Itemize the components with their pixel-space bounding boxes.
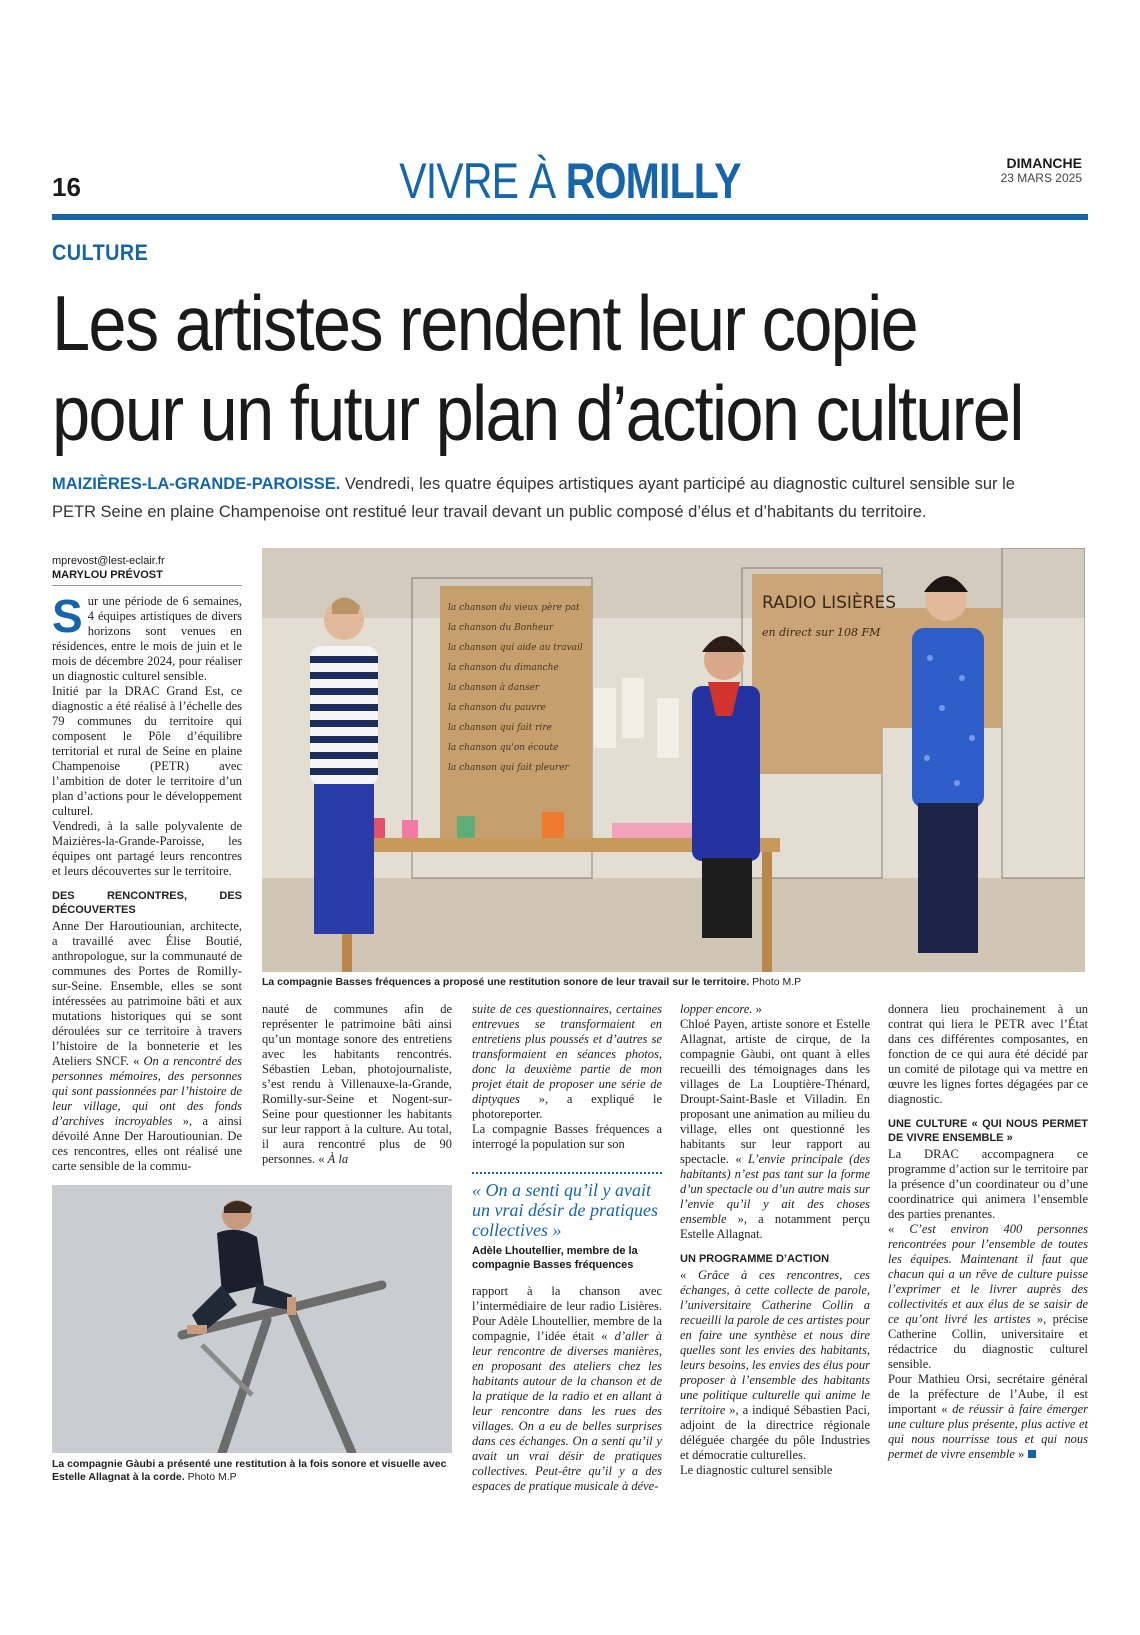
header-rule [52,214,1088,220]
rubric-label: CULTURE [52,240,149,265]
end-of-article-mark [1028,1450,1036,1458]
headline [52,278,1023,458]
paragraph-text: », a indiqué Sébastien Paci, adjoint de la directrice régionale déléguée chargée du pôle Industries et démocratie culturelles. [680,1403,870,1462]
article-column-4 [680,1002,870,1478]
second-photo-illustration [52,1185,452,1453]
second-photo-caption [52,1458,452,1484]
board-line: la chanson du Bonheur [448,623,554,633]
quote-text: L’envie principale (des habitants) n’est pas tant sur la forme d’un spectacle ou d’un autre mais sur l’envie qu’il y ait des choses ensemble [680,1152,870,1226]
paragraph [888,1222,1088,1372]
paragraph: donnera lieu prochainement à un contrat qui liera le PETR avec l’État dans ces différentes composantes, en fonction de ce qui aura été décidé par un comité de pilotage qui va mettre en œuvre les lignes fortes dégagées par ce diagnostic. [888,1002,1088,1106]
paragraph-text: « [680,1268,698,1282]
paragraph-text: Pour Mathieu Orsi, secrétaire général de la préfecture de l’Aube, il est important « [888,1372,1088,1416]
subheading: UN PROGRAMME D’ACTION [680,1253,830,1265]
quote-text: suite de ces questionnaires, certaines entrevues se transformaient en entretiens plus poussés et d’autres se transformaient en séances photos, donc la deuxième partie de mon projet était de proposer une série de diptyques [472,1002,662,1106]
paragraph-text: », a notamment perçu Estelle Allagnat. [680,1212,870,1241]
board-line: la chanson qui fait rire [448,723,552,733]
byline [52,554,242,582]
paragraph [680,1017,870,1242]
quote-text: C’est environ 400 personnes rencontrées pour l’ensemble de toutes les équipes. Maintenant il faut que chacun qui a un rêve de culture puisse l’exprimer et le livrer auprès des collectivités et aux élus de se saisir de ce qu’ont livré les artistes [888,1222,1089,1326]
paragraph-text: » [1014,1447,1025,1461]
main-photo-caption [262,976,1085,989]
kraft-board-2-subtitle: en direct sur 108 FM [762,626,881,639]
paragraph: La DRAC accompagnera ce programme d’action sur le territoire par la présence d’un coordinateur ou d’une coordinatrice qui animera l’ensemble des parties prenantes. [888,1147,1088,1221]
paragraph [680,1268,870,1463]
pullquote-author: Adèle Lhoutellier, membre de la compagnie Basses fréquences [472,1245,638,1271]
byline-name: MARYLOU PRÉVOST [52,569,163,581]
quote-text: de réussir à faire émerger une culture plus présente, plus active et qui nous nourrisse tous et qui nous permet de vivre ensemble [888,1402,1088,1461]
paragraph: La compagnie Basses fréquences a interrogé la population sur son [472,1122,662,1151]
drop-cap: S [52,590,83,642]
paragraph [472,1002,662,1122]
article-column-1 [52,590,243,1174]
quote-text: On a rencontré des personnes mémoires, des personnes qui sont passionnées par l’histoire de leur village, qui ont des fonds d’archives incroyables [52,1054,243,1128]
paragraph-text: Anne Der Haroutiounian, architecte, a travaillé avec Élise Boutié, anthropologue, sur la communauté de communes des Portes de Romilly-sur-Seine. Ensemble, elles se sont intéressées au patrimoine bâti et aux mutations historiques qui se sont déroulées sur ce territoire à travers l’histoire de la bonneterie et les Ateliers SNCF. « [52,919,242,1068]
paragraph-text: », a ainsi dévoilé Anne Der Haroutiounian. De ces rencontres, elles ont réalisé une carte sensible de la commu- [52,1114,242,1173]
board-line: la chanson du vieux père pat [448,603,580,613]
pullquote-rule [472,1172,662,1174]
issue-day: DIMANCHE [1006,155,1082,171]
byline-email[interactable]: mprevost@lest-eclair.fr [52,555,165,567]
quote-text: d’aller à leur rencontre de diverses manières, en proposant des ateliers chez les habitants autour de la chanson et de la pratique de la radio et en allant à leur rencontre dans les rues des villages. On a eu de belles surprises dans ces échanges. On a senti qu’il y avait un vrai désir de pratiques collectives. Peut-être qu’il y a des espaces de pratique musicale à déve- [472,1329,663,1493]
board-line: la chanson qui aide au travail [448,643,583,653]
board-line: la chanson qu'on écoute [448,743,559,753]
photo-credit: Photo M.P [749,976,802,988]
section-title-light: VIVRE À [399,153,566,209]
pullquote-text: « On a senti qu’il y avait un vrai désir de pratiques collectives » [472,1180,658,1240]
section-title [103,152,1038,210]
paragraph: Initié par la DRAC Grand Est, ce diagnostic a été réalisé à l’échelle des 79 communes du territoire qui composent le Pôle d’équilibre territorial et rural de Seine en plaine Champenoise (PETR) avec l’ambition de doter le territoire d’un plan d’actions pour le développement culturel. [52,684,242,818]
subheading: DES RENCONTRES, DES DÉCOUVERTES [52,890,242,916]
caption-text: La compagnie Gàubi a présenté une restitution à la fois sonore et visuelle avec Estelle Allagnat à la corde. [52,1458,447,1483]
caption-text: La compagnie Basses fréquences a proposé une restitution sonore de leur travail sur le territoire. [262,976,750,988]
issue-date [1001,155,1082,185]
byline-rule [52,585,242,586]
paragraph-text: ur une période de 6 semaines, 4 équipes artistiques de divers horizons sont venues en résidences, entre le mois de juin et le mois de décembre 2024, pour réaliser un diagnostic culturel sensible. [52,594,242,683]
board-line: la chanson à danser [448,683,540,693]
paragraph [472,1284,662,1494]
quote-text: lopper encore. [680,1002,753,1016]
article-column-5 [888,1002,1088,1462]
board-line: la chanson du pauvre [448,703,546,713]
section-title-bold: ROMILLY [565,153,741,209]
pullquote [472,1180,662,1272]
subheading: UNE CULTURE « QUI NOUS PERMET DE VIVRE ENSEMBLE » [888,1118,1088,1144]
article-column-3-bottom [472,1284,662,1494]
paragraph-text: Chloé Payen, artiste sonore et Estelle Allagnat, artiste de cirque, de la compagnie Gàubi, ont quant à elles recueilli des témoignages dans les villages de La Louptière-Thénard, Droupt-Saint-Basle et Villadin. En proposant une animation au milieu du village, elles ont questionné les habitants sur leur rapport au spectacle. « [680,1017,870,1166]
paragraph [262,1002,452,1167]
second-photo [52,1185,452,1453]
photo-credit: Photo M.P [184,1471,237,1483]
paragraph: Le diagnostic culturel sensible [680,1463,833,1477]
paragraph-text: nauté de communes afin de représenter le patrimoine bâti ainsi qu’un montage sonore des entretiens avec les habitants rencontrés. Sébastien Leban, photojournaliste, s’est rendu à Villenauxe-la-Grande, Romilly-sur-Seine et Nogent-sur-Seine pour questionner les habitants sur leur rapport à la culture. Au total, il aura rencontré plus de 90 personnes. « [262,1002,452,1166]
board-line: la chanson du dimanche [448,663,559,673]
paragraph-text: », a expliqué le photoreporter. [472,1092,662,1121]
paragraph [888,1372,1088,1462]
issue-full-date: 23 MARS 2025 [1000,171,1082,185]
paragraph-text: », précise Catherine Collin, universitaire et rédactrice du diagnostic culturel sensible. [888,1312,1088,1371]
page-number: 16 [52,172,81,202]
paragraph: Vendredi, à la salle polyvalente de Maizières-la-Grande-Paroisse, les équipes ont partagé leurs rencontres et leurs découvertes sur le territoire. [52,819,242,878]
standfirst-place: MAIZIÈRES-LA-GRANDE-PAROISSE. [52,474,341,493]
paragraph-text: » [752,1002,762,1016]
main-photo-illustration [262,548,1085,972]
paragraph-text: rapport à la chanson avec l’intermédiaire de leur radio Lisières. Pour Adèle Lhoutellier, membre de la compagnie, l’idée était « [472,1284,662,1343]
paragraph-text: « [888,1222,910,1236]
headline-line-1: Les artistes rendent leur copie [52,279,917,367]
quote-text: Grâce à ces rencontres, ces échanges, à cette collecte de parole, l’universitaire Catherine Collin a recueilli la parole de ces artistes pour en faire une synthèse et nous dire quelles sont les envies des habitants, leurs besoins, les envies des élus pour proposer à l’ensemble des habitants une politique culturelle qui anime le territoire [680,1268,871,1417]
article-column-3-top [472,1002,662,1152]
headline-line-2: pour un futur plan d’action culturel [52,369,1023,457]
quote-text: À la [327,1152,349,1166]
board-line: la chanson qui fait pleurer [448,763,569,773]
article-column-2 [262,1002,452,1167]
kraft-board-2-title: RADIO LISIÈRES [762,593,897,613]
main-photo [262,548,1085,972]
paragraph [52,919,242,1174]
paragraph [680,1002,870,1017]
paragraph [52,590,242,684]
standfirst-text: Vendredi, les quatre équipes artistiques ayant participé au diagnostic culturel sensible sur le PETR Seine en plaine Champenoise ont restitué leur travail devant un public composé d’élus et d’habitants du territoire. [52,474,1015,521]
standfirst [52,470,1061,526]
